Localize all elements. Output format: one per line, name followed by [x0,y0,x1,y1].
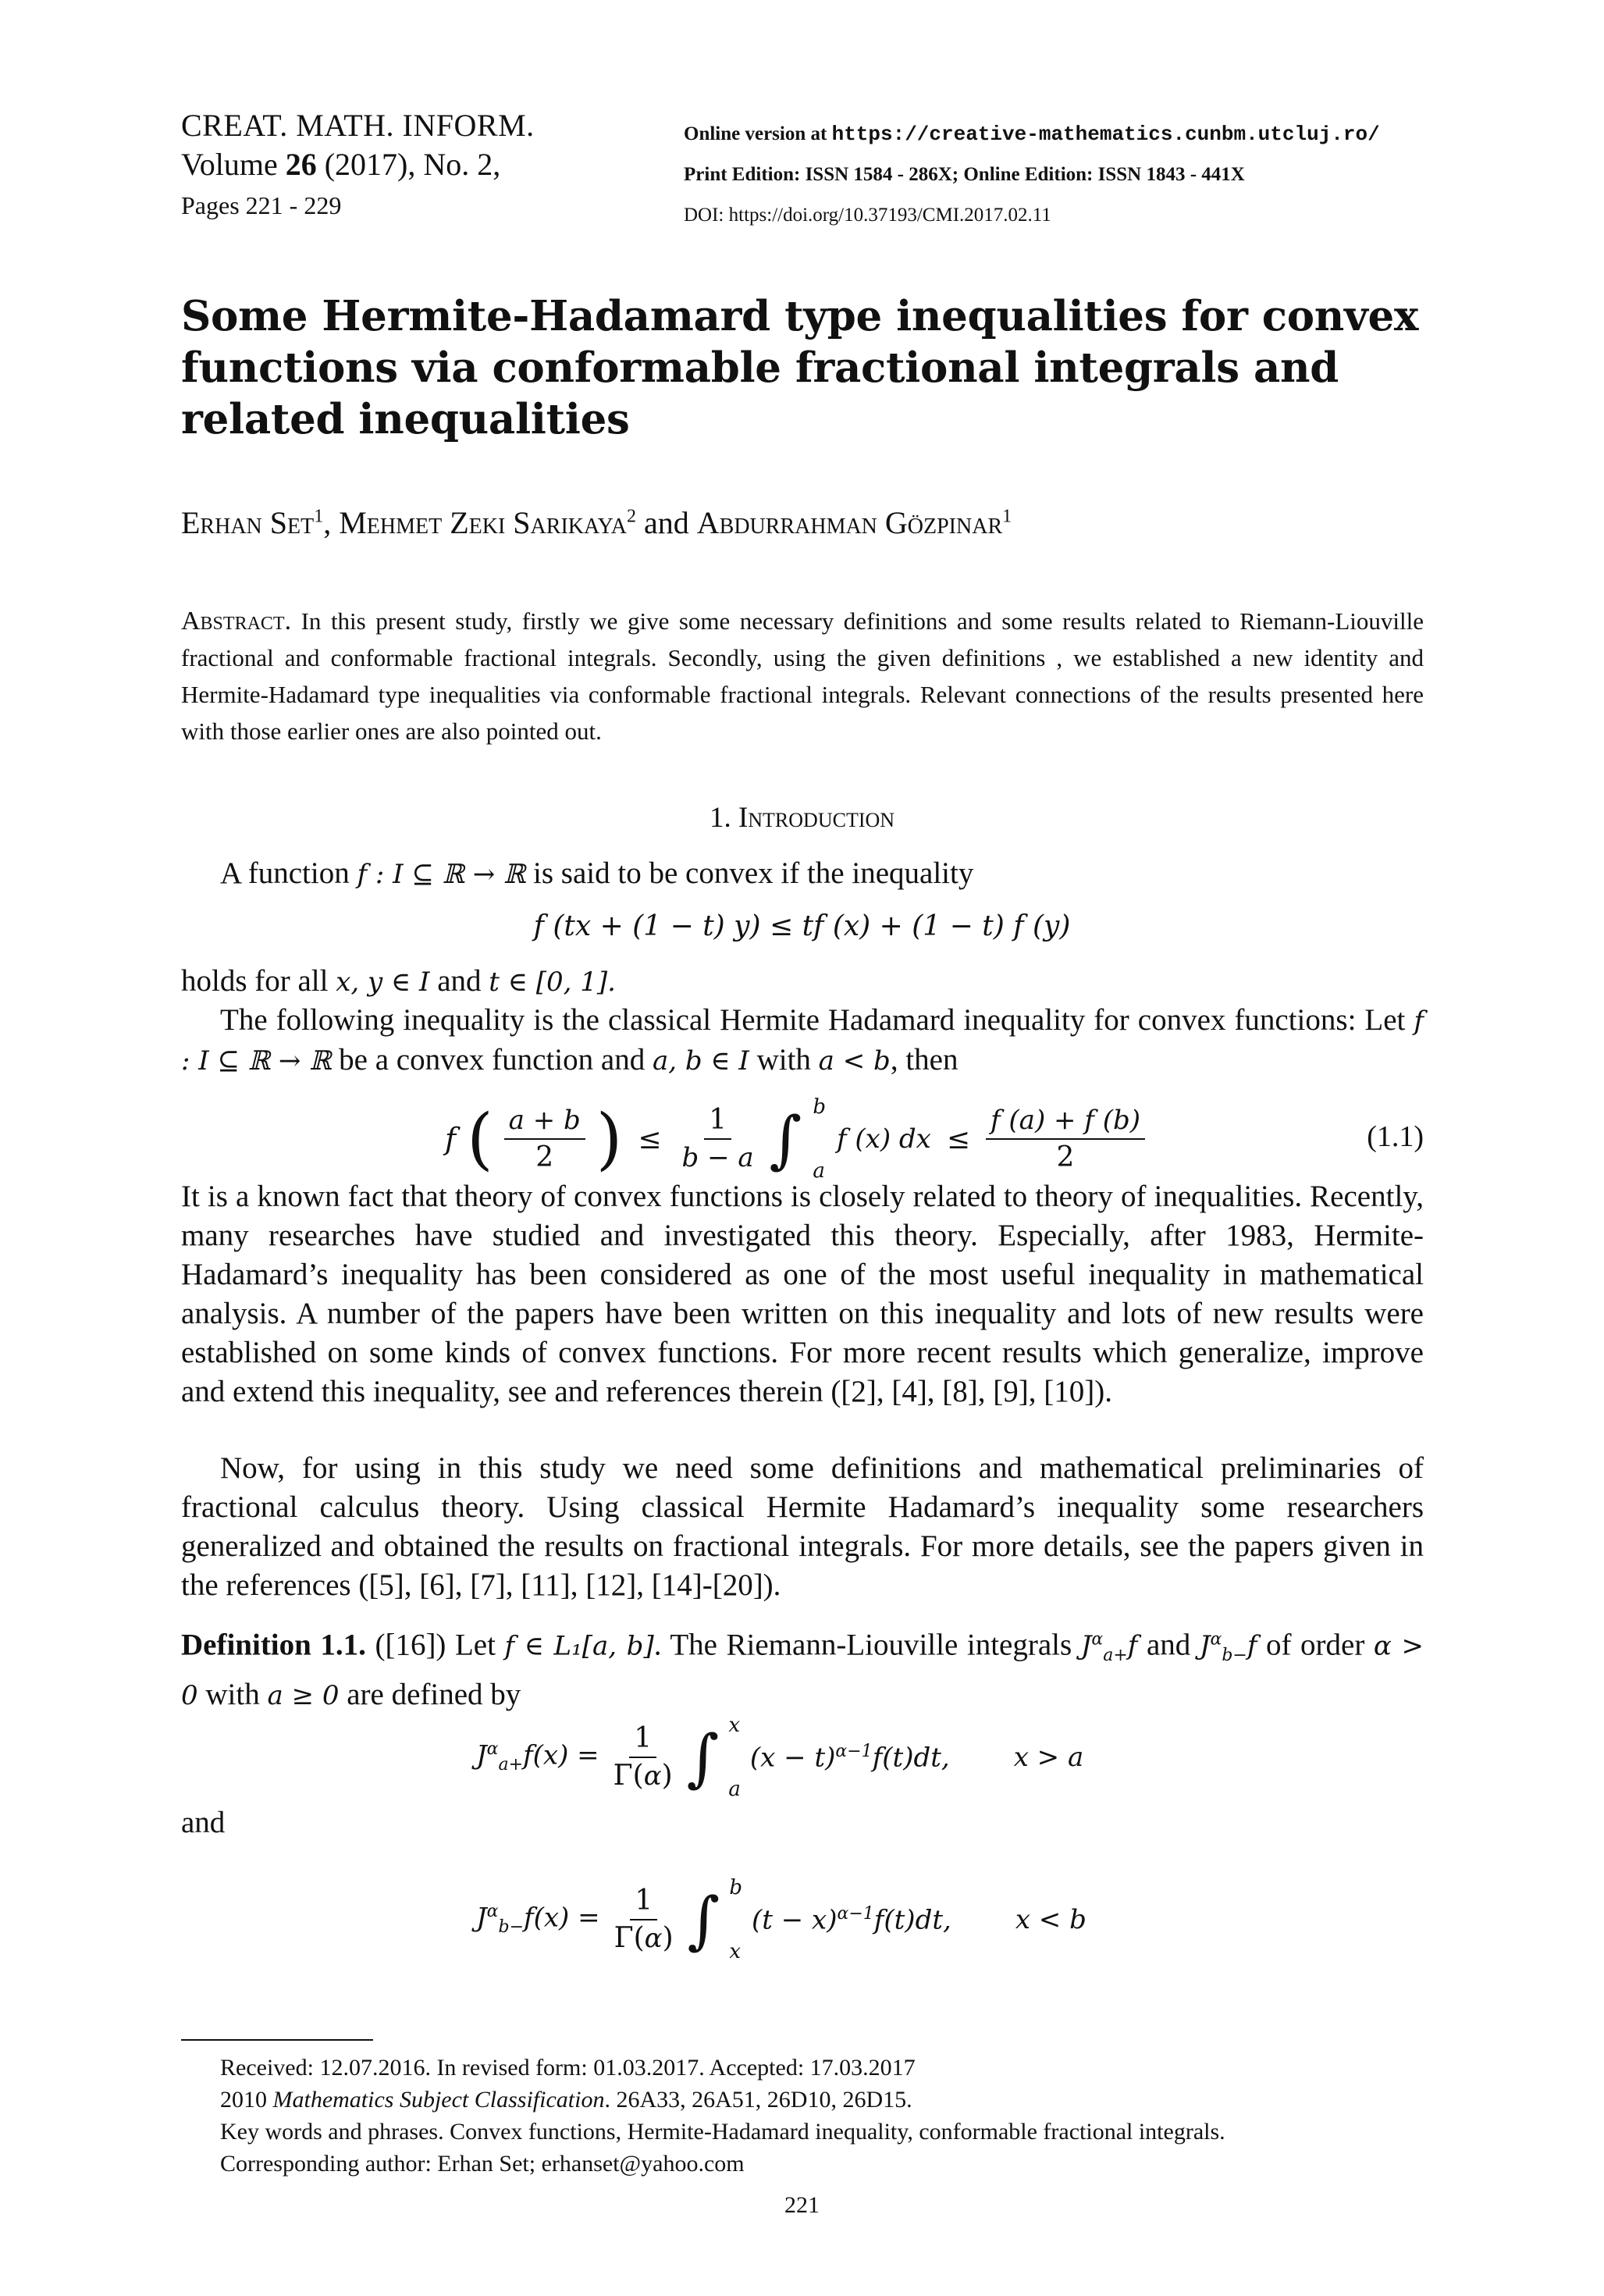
author-list: Erhan Set$^1$, Mehmet Zeki Sarikaya$^2$ and Abdurrahman Gözpinar$^1$ [181,505,1012,540]
journal-volume: Volume 26 (2017), No. 2, [181,147,501,182]
online-url-link[interactable]: https://creative-mathematics.cunbm.utcluj.ro/ [831,123,1380,146]
abstract-label: Abstract. [181,607,292,635]
footnote-msc: 2010 Mathematics Subject Classification. 26A33, 26A51, 26D10, 26D15. [220,2087,912,2113]
footnote-rule [181,2039,373,2041]
rl-right-integral: $J^\alpha_{b-}f(x)$ = $\frac{1}{\Gamma(\alpha)}$ ∫ b x $(t - x)^{\alpha-1}f(t)dt$, x < b [476,1876,1087,1963]
rl-left-integral: $J^\alpha_{a+}f(x)$ = $\frac{1}{\Gamma(\alpha)}$ ∫ x a $(x - t)^{\alpha-1}f(t)dt$, x > a [476,1714,1084,1801]
and-connector: and [181,1806,226,1839]
journal-pages: Pages 221 - 229 [181,191,342,219]
page-number: 221 [784,2192,820,2218]
journal-header [181,106,535,223]
author-2: Mehmet Zeki Sarikaya [339,505,627,540]
abstract-text: In this present study, firstly we give some necessary definitions and some results related to Riemann-Liouville fractional and conformable fractional integrals. Secondly, using the given definitions , we established a new identity and Hermite-Hadamard type inequalities via conformable fractional integrals. Relevant connections of the results presented here with those earlier ones are also pointed out. [181,607,1424,745]
section-heading: 1. Introduction [709,802,895,834]
intro-paragraph-4: It is a known fact that theory of convex functions is closely related to theory of inequalities. Recently, many researches have studied and investigated this theory. Especially, after 1983, Hermite-Hadamard’s inequality has been considered as one of the most useful inequality in mathematical analysis. A number of the papers have been written on this inequality and lots of new results were established on some kinds of convex functions. For more recent results which generalize, improve and extend this inequality, see and references therein ([2], [4], [8], [9], [10]). [181,1180,1424,1408]
equation-number: (1.1) [1367,1120,1424,1153]
intro-paragraph-1: A function f : I ⊆ ℝ → ℝ is said to be convex if the inequality [220,856,974,890]
intro-paragraph-3: The following inequality is the classical Hermite Hadamard inequality for convex functions: Let f : I ⊆ ℝ → ℝ be a convex function and a, b ∈ I with a < b, then [181,1003,1424,1077]
hermite-hadamard-equation: f ( $\frac{a + b}{2}$ ) ≤ $\frac{1}{b - a}$ ∫ b a f (x) dx ≤ $\frac{f (a) + f (b)}{2}$ [445,1088,1145,1190]
abstract [181,603,1424,749]
paper-title: Some Hermite-Hadamard type inequalities for convex functions via conformable fractional integrals and related inequalities [181,292,1419,443]
edition-info [684,114,1380,236]
footnotes [220,2052,1225,2180]
intro-paragraph-2: holds for all x, y ∈ I and t ∈ [0, 1]. [181,964,616,998]
convexity-equation: f (tx + (1 − t) y) ≤ tf (x) + (1 − t) f (y) [533,910,1071,942]
definition-1-1: Definition 1.1. ([16]) Let f ∈ L₁[a, b]. The Riemann-Liouville integrals $J^\alpha_{a+}f$ and $J^\alpha_{b-}f$ of order α > 0 with a ≥ 0 are defined by [181,1628,1424,1712]
footnote-received: Received: 12.07.2016. In revised form: 01.03.2017. Accepted: 17.03.2017 [220,2055,916,2081]
author-3: Abdurrahman Gözpinar [696,505,1003,540]
journal-name: CREAT. MATH. INFORM. [181,108,535,143]
online-version: Online version at https://creative-mathematics.cunbm.utcluj.ro/ [684,123,1380,146]
definition-label: Definition 1.1. [181,1628,366,1662]
author-1: Erhan Set [181,505,315,540]
print-edition: Print Edition: ISSN 1584 - 286X; Online Edition: ISSN 1843 - 441X [684,164,1245,185]
intro-paragraph-5: Now, for using in this study we need some definitions and mathematical preliminaries of fractional calculus theory. Using classical Hermite Hadamard’s inequality some researchers generalized and obtained the results on fractional integrals. For more details, see the papers given in the references ([5], [6], [7], [11], [12], [14]-[20]). [181,1451,1424,1602]
footnote-keywords: Key words and phrases. Convex functions, Hermite-Hadamard inequality, conformable fractional integrals. [220,2119,1225,2145]
footnote-corresponding: Corresponding author: Erhan Set; erhanset@yahoo.com [220,2151,745,2177]
doi-link[interactable]: DOI: https://doi.org/10.37193/CMI.2017.02.11 [684,205,1051,226]
